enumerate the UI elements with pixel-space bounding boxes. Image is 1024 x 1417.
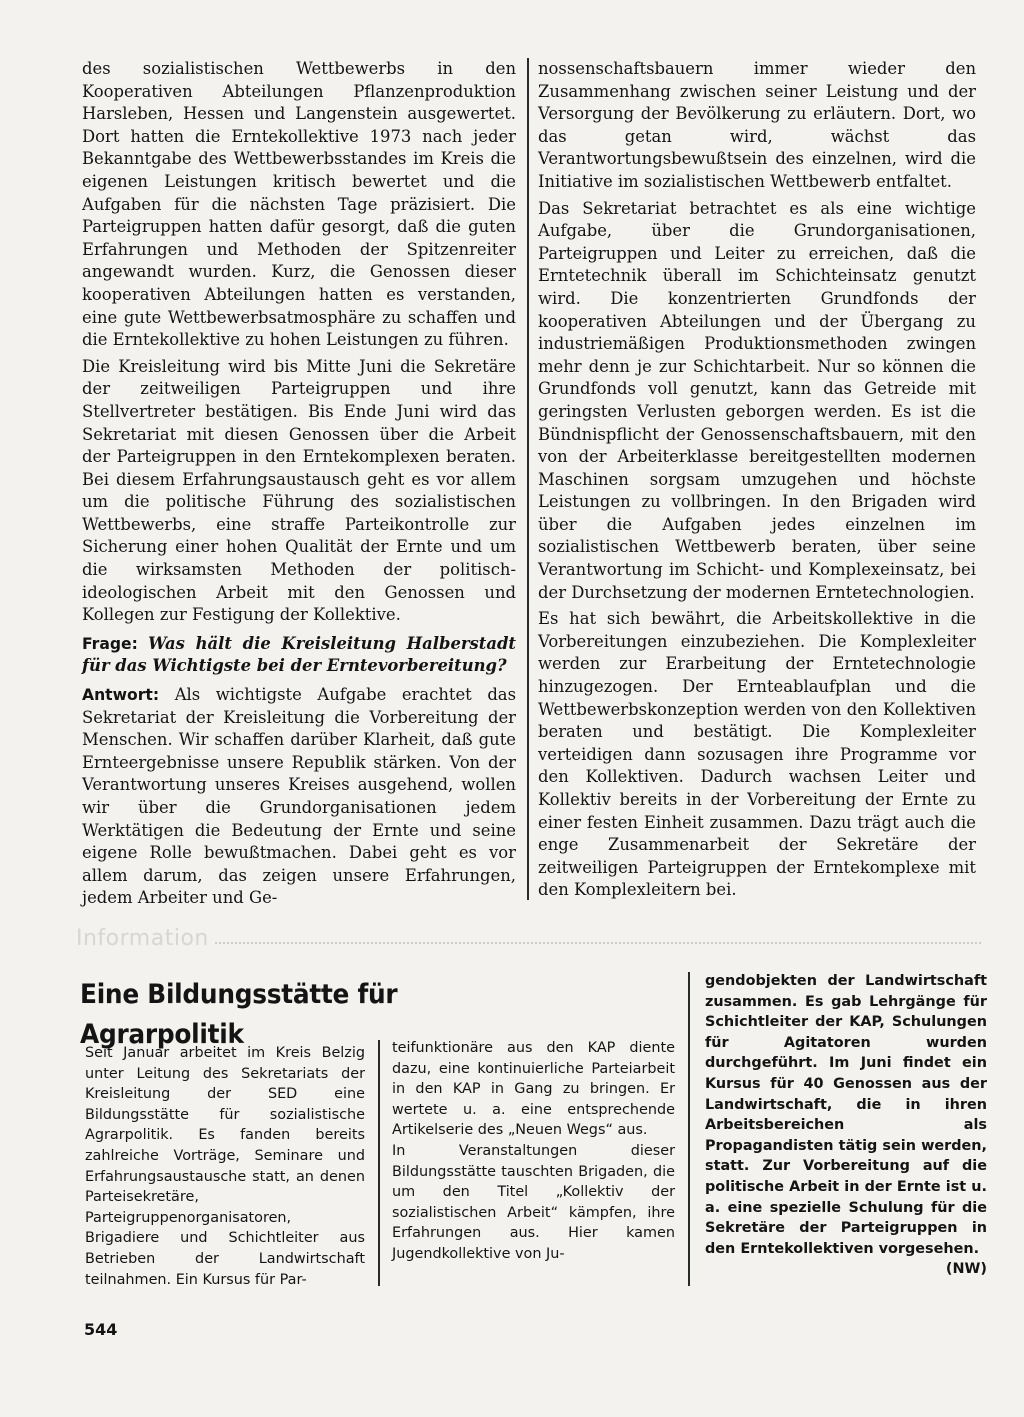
paragraph: In Veranstaltungen dieser Bildungsstätte tauschten Brigaden, die um den Titel „Kollektiv der sozialistischen Arbeit“ kämpfen, ihre Erfahrungen aus. Hier kamen Jugendkollektive von Ju- [392,1142,675,1262]
interview-question [82,633,516,678]
column-divider [378,1040,380,1286]
section-divider [215,942,981,944]
news-column-3 [705,971,987,1280]
column-divider [688,972,690,1286]
author-signature: (NW) [945,1261,987,1278]
paragraph-text: gendobjekten der Landwirtschaft zusammen. Es gab Lehrgänge für Schichtleiter der KAP, Schulungen für Agitatoren wurden durchgeführt. Im Juni findet ein Kursus für 40 Genossen aus der Landwirtschaft, die in ihren Arbeitsbereichen als Propagandisten tätig sein werden, statt. Zur Vorbereitung auf die politische Arbeit in der Ernte ist u. a. eine spezielle Schulung für die Sekretäre der Parteigruppen in den Erntekollektiven vorgesehen. [705,973,987,1257]
paragraph: teifunktionäre aus den KAP diente dazu, eine kontinuierliche Parteiarbeit in den KAP in Gang zu bringen. Er wertete u. a. eine entsprechende Artikelserie des „Neuen Wegs“ aus. [392,1040,675,1139]
question-text: Was hält die Kreisleitung Halberstadt für das Wichtigste bei der Erntevorbereitung? [82,633,516,676]
article-headline: Eine Bildungsstätte für Agrarpolitik [80,979,398,1050]
paragraph: Es hat sich bewährt, die Arbeitskollektive in die Vorbereitungen einzubeziehen. Die Komplexleiter werden zur Erarbeitung der Erntetechnologie hinzugezogen. Der Ernteablaufplan und die Wettbewerbskonzeption werden von den Kollektiven beraten und bestätigt. Die Komplexleiter verteidigen dann sozusagen ihre Programme vor den Kollektiven. Dadurch wachsen Leiter und Kollektiv bereits in der Vorbereitung der Ernte zu einer festen Einheit zusammen. Dazu trägt auch die enge Zusammenarbeit der Sekretäre der zeitweiligen Parteigruppen der Erntekomplexe mit den Komplexleitern bei. [538,609,976,900]
answer-text: Als wichtigste Aufgabe erachtet das Sekretariat der Kreisleitung die Vorbereitung der Menschen. Wir schaffen darüber Klarheit, daß gute Ernteergebnisse unsere Republik stärken. Von der Verantwortung unseres Kreises ausgehend, wollen wir über die Grundorganisationen jedem Werktätigen die Bedeutung der Ernte und seine eigene Rolle bewußtmachen. Dabei geht es vor allem darum, das zeigen unsere Erfahrungen, jedem Arbeiter und Ge- [82,685,516,908]
paragraph [705,971,987,1278]
interview-answer [82,684,516,910]
answer-label: Antwort: [82,686,160,705]
news-column-2 [392,1038,675,1265]
news-column-1 [85,1043,365,1290]
article-column-right [538,58,976,906]
page-number: 544 [84,1320,118,1339]
section-label: Information [76,926,209,951]
column-divider [527,58,529,900]
paragraph: Das Sekretariat betrachtet es als eine wichtige Aufgabe, über die Grundorganisationen, Parteigruppen und Leiter zu erreichen, daß die Erntetechnik überall im Schichteinsatz genutzt wird. Die konzentrierten Grundfonds der kooperativen Abteilungen und der Übergang zu industriemäßigen Produktionsmethoden zwingen mehr denn je zur Schichtarbeit. Nur so können die Grundfonds voll genutzt, kann das Getreide mit geringsten Verlusten geborgen werden. Es ist die Bündnispflicht der Genossenschaftsbauern, mit den von der Arbeiterklasse bereitgestellten modernen Maschinen sorgsam umzugehen und höchste Leistungen zu vollbringen. In den Brigaden wird über die Aufgaben jedes einzelnen im sozialistischen Wettbewerb beraten, über seine Verantwortung im Schicht- und Komplexeinsatz, bei der Durchsetzung der modernen Erntetechnologien. [538,198,976,602]
question-label: Frage: [82,634,138,653]
article-column-left [82,58,516,914]
paragraph: Die Kreisleitung wird bis Mitte Juni die Sekretäre der zeitweiligen Parteigruppen und ihre Stellvertreter bestätigen. Bis Ende Juni wird das Sekretariat mit diesen Genossen über die Arbeit der Parteigruppen in den Erntekomplexen beraten. Bei diesem Erfahrungsaustausch geht es vor allem um die politische Führung des sozialistischen Wettbewerbs, eine straffe Parteikontrolle zur Sicherung einer hohen Qualität der Ernte und um die wirksamsten Methoden der politisch-ideologischen Arbeit mit den Genossen und Kollegen zur Festigung der Kollektive. [82,356,516,625]
paragraph: nossenschaftsbauern immer wieder den Zusammenhang zwischen seiner Leistung und der Versorgung der Bevölkerung zu erläutern. Dort, wo das getan wird, wächst das Verantwortungsbewußtsein des einzelnen, wird die Initiative im sozialistischen Wettbewerb entfaltet. [538,59,976,191]
paragraph: Seit Januar arbeitet im Kreis Belzig unter Leitung des Sekretariats der Kreisleitung der SED eine Bildungsstätte für sozialistische Agrarpolitik. Es fanden bereits zahlreiche Vorträge, Seminare und Erfahrungsaustausche statt, an denen Parteisekretäre, Parteigruppenorganisatoren, Brigadiere und Schichtleiter aus Betrieben der Landwirtschaft teilnahmen. Ein Kursus für Par- [85,1045,365,1288]
paragraph: des sozialistischen Wettbewerbs in den Kooperativen Abteilungen Pflanzenproduktion Harsleben, Hessen und Langenstein ausgewertet. Dort hatten die Erntekollektive 1973 nach jeder Bekanntgabe des Wettbewerbsstandes im Kreis die eigenen Leistungen kritisch bewertet und die Aufgaben für die nächsten Tage präzisiert. Die Parteigruppen hatten dafür gesorgt, daß die guten Erfahrungen und Methoden der Spitzenreiter angewandt wurden. Kurz, die Genossen dieser kooperativen Abteilungen hatten es verstanden, eine gute Wettbewerbsatmosphäre zu schaffen und die Erntekollektive zu hohen Leistungen zu führen. [82,59,516,350]
